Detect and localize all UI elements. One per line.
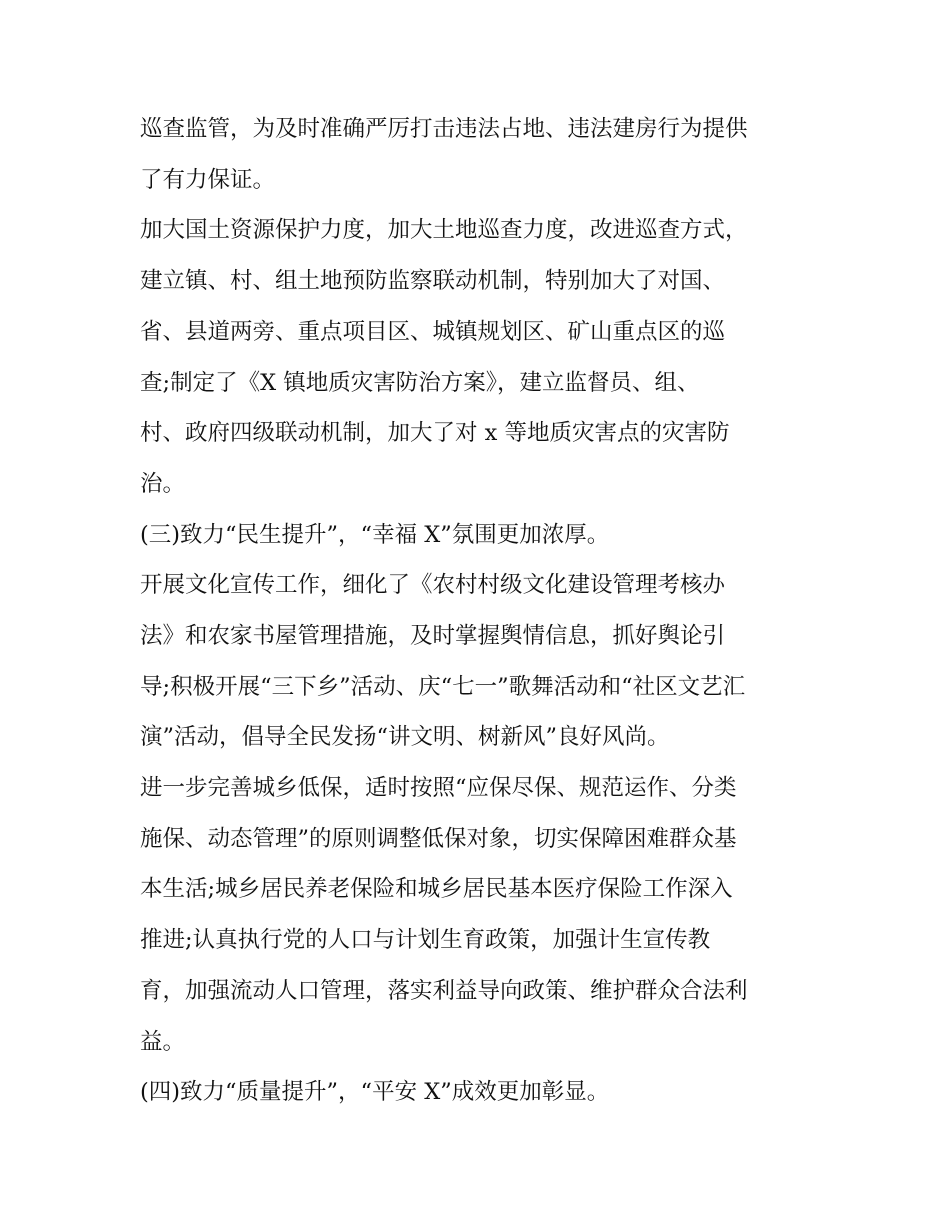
text-line: 建立镇、村、组土地预防监察联动机制，特别加大了对国、 <box>140 268 726 294</box>
section-heading: (三)致力“民生提升”，“幸福 X”氛围更加浓厚。 <box>140 522 610 548</box>
text-line: 育，加强流动人口管理，落实利益导向政策、维护群众合法利 <box>140 978 748 1004</box>
text-line: 村、政府四级联动机制，加大了对 x 等地质灾害点的灾害防 <box>140 420 730 446</box>
section-heading: (四)致力“质量提升”，“平安 X”成效更加彰显。 <box>140 1079 610 1105</box>
text-line: 演”活动，倡导全民发扬“讲文明、树新风”良好风尚。 <box>140 724 670 750</box>
text-line: 省、县道两旁、重点项目区、城镇规划区、矿山重点区的巡 <box>140 319 726 345</box>
text-line: 推进;认真执行党的人口与计划生育政策，加强计生宣传教 <box>140 927 711 953</box>
text-line: 巡查监管，为及时准确严厉打击违法占地、违法建房行为提供 <box>140 116 748 142</box>
text-line: 进一步完善城乡低保，适时按照“应保尽保、规范运作、分类 <box>140 775 737 801</box>
text-line: 施保、动态管理”的原则调整低保对象，切实保障困难群众基 <box>140 826 737 852</box>
text-line: 益。 <box>140 1029 186 1055</box>
text-line: 开展文化宣传工作，细化了《农村村级文化建设管理考核办 <box>140 572 726 598</box>
text-line: 本生活;城乡居民养老保险和城乡居民基本医疗保险工作深入 <box>140 876 733 902</box>
text-line: 法》和农家书屋管理措施，及时掌握舆情信息，抓好舆论引 <box>140 623 726 649</box>
text-line: 加大国土资源保护力度，加大土地巡查力度，改进巡查方式， <box>140 217 748 243</box>
text-line: 治。 <box>140 471 186 497</box>
text-line: 查;制定了《X 镇地质灾害防治方案》，建立监督员、组、 <box>140 370 700 396</box>
text-line: 了有力保证。 <box>140 167 276 193</box>
text-line: 导;积极开展“三下乡”活动、庆“七一”歌舞活动和“社区文艺汇 <box>140 674 746 700</box>
